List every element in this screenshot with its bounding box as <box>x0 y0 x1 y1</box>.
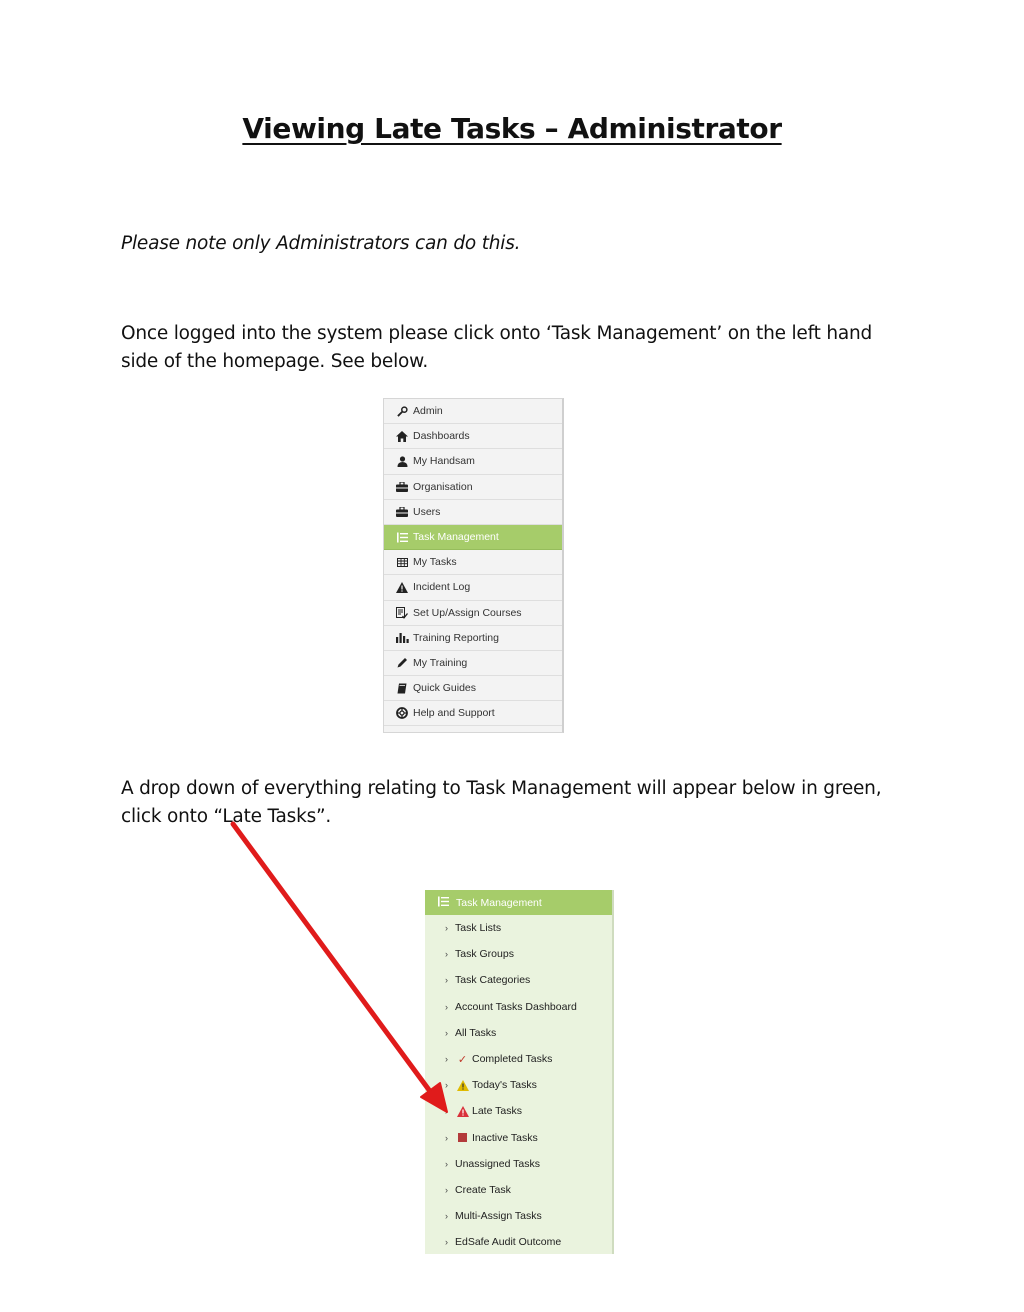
dropdown-item-label: All Tasks <box>455 1026 497 1039</box>
dropdown-item-label: Completed Tasks <box>472 1053 553 1066</box>
chevron-right-icon: › <box>445 1237 448 1248</box>
page-title: Viewing Late Tasks – Administrator <box>242 112 782 145</box>
sidebar-item-label: Admin <box>413 405 443 418</box>
chevron-right-icon: › <box>445 923 448 934</box>
admin-note: Please note only Administrators can do this. <box>121 233 521 254</box>
sidebar-item-label: Set Up/Assign Courses <box>413 606 522 619</box>
sidebar-item-label: Task Management <box>413 531 499 544</box>
dropdown-item-label: Task Categories <box>455 974 531 987</box>
dropdown-item-label: Multi-Assign Tasks <box>455 1210 542 1223</box>
sidebar-item-label: Quick Guides <box>413 682 477 695</box>
sidebar-item-label: My Training <box>413 656 468 669</box>
checkmark-icon: ✓ <box>457 1053 468 1066</box>
sidebar-item-label: Incident Log <box>413 581 471 594</box>
dropdown-item-label: Unassigned Tasks <box>455 1157 541 1170</box>
chevron-right-icon: › <box>445 1054 448 1065</box>
dropdown-item-label: Create Task <box>455 1183 511 1196</box>
dropdown-header-label: Task Management <box>456 896 542 909</box>
chevron-right-icon: › <box>445 1158 448 1169</box>
chevron-right-icon: › <box>445 1027 448 1038</box>
chevron-right-icon: › <box>445 1211 448 1222</box>
dropdown-item-label: EdSafe Audit Outcome <box>455 1236 562 1249</box>
dropdown-item-label: Task Lists <box>455 922 502 935</box>
chevron-right-icon: › <box>445 1001 448 1012</box>
instruction-paragraph-2: A drop down of everything relating to Task Management will appear below in green, click onto “Late Tasks”. <box>121 778 882 827</box>
dropdown-item-label: Task Groups <box>455 948 514 961</box>
instruction-paragraph-1: Once logged into the system please click onto ‘Task Management’ on the left hand side of the homepage. See below. <box>121 323 873 372</box>
sidebar-item-label: My Tasks <box>413 556 457 569</box>
chevron-right-icon: › <box>445 1184 448 1195</box>
sidebar-item-label: Organisation <box>413 480 473 493</box>
sidebar-item-label: My Handsam <box>413 455 475 468</box>
dropdown-item-label: Late Tasks <box>472 1105 523 1118</box>
sidebar-item-label: Help and Support <box>413 707 495 720</box>
dropdown-item-label: Today's Tasks <box>472 1079 537 1092</box>
sidebar-item-label: Users <box>413 505 441 518</box>
sidebar-item-label: Training Reporting <box>413 631 499 644</box>
dropdown-item-label: Account Tasks Dashboard <box>455 1000 577 1013</box>
sidebar-item-label: Dashboards <box>413 430 470 443</box>
dropdown-item-label: Inactive Tasks <box>472 1131 538 1144</box>
chevron-right-icon: › <box>445 949 448 960</box>
chevron-right-icon: › <box>445 1132 448 1143</box>
chevron-right-icon: › <box>445 975 448 986</box>
chevron-right-icon: › <box>445 1080 448 1091</box>
